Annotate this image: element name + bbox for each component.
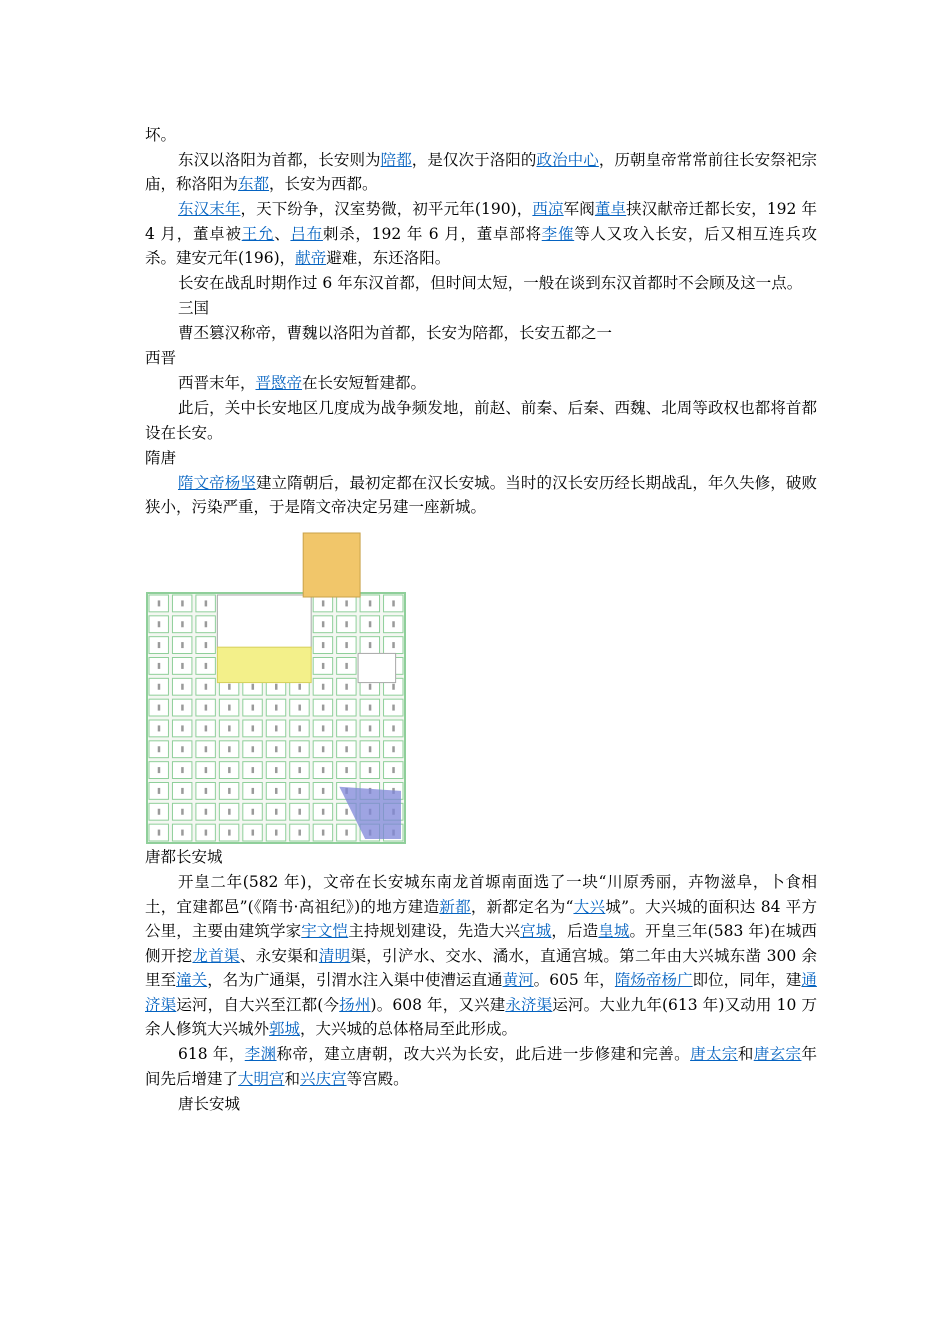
ward-label-mark <box>345 704 348 710</box>
ward-label-mark <box>345 746 348 752</box>
ward-label-mark <box>181 787 184 793</box>
ward-label-mark <box>228 683 231 689</box>
imperial-city <box>217 647 311 682</box>
ward-label-mark <box>252 767 255 773</box>
ward-label-mark <box>345 808 348 814</box>
wiki-link[interactable]: 献帝 <box>295 249 327 267</box>
wiki-link[interactable]: 新都 <box>439 897 471 916</box>
ward-label-mark <box>181 683 184 689</box>
text-run: ，新都定名为“ <box>470 897 574 916</box>
text-run: 等人又攻入长安，后又相互连兵攻杀。建安元年(196)， <box>145 224 817 267</box>
ward-label-mark <box>322 704 325 710</box>
ward-label-mark <box>322 767 325 773</box>
ward-label-mark <box>158 808 161 814</box>
text-run: 西晋 <box>145 349 177 367</box>
ward-label-mark <box>205 662 208 668</box>
ward-label-mark <box>158 621 161 627</box>
text-run: 、永安渠和 <box>239 946 319 965</box>
wiki-link[interactable]: 东汉末年 <box>178 200 241 218</box>
ward-label-mark <box>252 829 255 835</box>
ward-label-mark <box>228 829 231 835</box>
ward-label-mark <box>181 725 184 731</box>
text-run: 年间先后增建了 <box>145 1045 817 1088</box>
ward-label-mark <box>322 683 325 689</box>
ward-label-mark <box>345 767 348 773</box>
text-run: 618 年， <box>178 1045 245 1063</box>
wiki-link[interactable]: 通济渠 <box>145 971 817 1014</box>
ward-label-mark <box>181 746 184 752</box>
wiki-link[interactable]: 吕布 <box>290 224 323 243</box>
ward-label-mark <box>392 621 395 627</box>
ward-label-mark <box>322 787 325 793</box>
paragraph-p8 <box>145 396 817 445</box>
text-run: 和 <box>737 1045 754 1063</box>
ward-label-mark <box>275 683 278 689</box>
ward-label-mark <box>275 704 278 710</box>
text-run: 渠，引浐水、交水、潏水，直通宫城。第二年由大兴城东凿 300 余里至 <box>145 946 817 989</box>
text-run: 建立隋朝后，最初定都在汉长安城。当时的汉长安历经长期战乱，年久失修，破败狭小，污染严重，于是隋文帝决定另建一座新城。 <box>145 473 817 516</box>
ward-label-mark <box>275 808 278 814</box>
ward-label-mark <box>158 787 161 793</box>
ward-label-mark <box>322 808 325 814</box>
text-run: 、 <box>274 224 291 243</box>
ward-label-mark <box>369 642 372 648</box>
ward-label-mark <box>252 683 255 689</box>
wiki-link[interactable]: 兴庆宫 <box>300 1069 347 1088</box>
paragraph-p9 <box>145 446 817 471</box>
paragraph-p3 <box>145 271 817 296</box>
text-run: 运河。大业九年(613 年)又动用 10 万余人修筑大兴城外 <box>145 995 817 1038</box>
ward-label-mark <box>228 808 231 814</box>
ward-label-mark <box>345 642 348 648</box>
wiki-link[interactable]: 东都 <box>238 175 270 193</box>
ward-label-mark <box>181 642 184 648</box>
city-plan-map-graphic <box>145 528 410 845</box>
ward-label-mark <box>252 704 255 710</box>
ward-label-mark <box>392 642 395 648</box>
ward-label-mark <box>369 600 372 606</box>
daming-palace <box>303 533 360 597</box>
paragraph-p12 <box>145 870 817 1042</box>
text-run: ，是仅次于洛阳的 <box>411 150 537 169</box>
ward-label-mark <box>205 787 208 793</box>
paragraph-p10 <box>145 471 817 520</box>
wiki-link[interactable]: 龙首渠 <box>192 946 240 965</box>
ward-label-mark <box>275 767 278 773</box>
ward-label-mark <box>298 725 301 731</box>
wiki-link[interactable]: 宫城 <box>520 922 552 940</box>
ward-label-mark <box>298 767 301 773</box>
wiki-link[interactable]: 政治中心 <box>536 150 599 169</box>
ward-label-mark <box>298 704 301 710</box>
wiki-link[interactable]: 大兴 <box>573 897 606 916</box>
ward-label-mark <box>369 767 372 773</box>
ward-label-mark <box>181 600 184 606</box>
ward-label-mark <box>158 767 161 773</box>
ward-label-mark <box>369 683 372 689</box>
ward-label-mark <box>228 746 231 752</box>
ward-label-mark <box>345 600 348 606</box>
ward-label-mark <box>322 600 325 606</box>
paragraph-p7 <box>145 371 817 396</box>
wiki-link[interactable]: 郭城 <box>269 1020 301 1038</box>
text-run: 东汉以洛阳为首都，长安则为 <box>178 150 381 169</box>
wiki-link[interactable]: 王允 <box>241 224 275 243</box>
ward-label-mark <box>392 683 395 689</box>
ward-label-mark <box>322 829 325 835</box>
wiki-link[interactable]: 陪都 <box>380 150 412 169</box>
ward-label-mark <box>158 746 161 752</box>
ward-label-mark <box>252 787 255 793</box>
text-run: 。605 年， <box>533 971 615 989</box>
text-run: 曹丕篡汉称帝，曹魏以洛阳为首都，长安为陪都，长安五都之一 <box>178 324 613 342</box>
wiki-link[interactable]: 潼关 <box>176 971 208 989</box>
wiki-link[interactable]: 李傕 <box>541 224 575 243</box>
paragraph-p0 <box>145 123 817 148</box>
text-run: 即位，同年，建 <box>692 971 802 989</box>
text-run: 刺杀，192 年 6 月，董卓部将 <box>322 224 542 243</box>
document-text-bottom <box>145 845 817 1116</box>
text-run: 在长安短暂建都。 <box>302 374 427 392</box>
ward-label-mark <box>392 725 395 731</box>
text-run: 三国 <box>178 299 210 317</box>
ward-label-mark <box>322 725 325 731</box>
wiki-link[interactable]: 晋愍帝 <box>255 374 303 392</box>
text-run: 坏。 <box>145 125 177 144</box>
ward-label-mark <box>392 767 395 773</box>
wiki-link[interactable]: 宇文恺 <box>301 922 349 940</box>
ward-label-mark <box>392 746 395 752</box>
ward-label-mark <box>322 662 325 668</box>
text-run: 军阀 <box>563 200 595 218</box>
ward-label-mark <box>181 704 184 710</box>
ward-label-mark <box>275 725 278 731</box>
ward-label-mark <box>298 829 301 835</box>
ward-label-mark <box>252 808 255 814</box>
ward-label-mark <box>158 704 161 710</box>
ward-label-mark <box>158 725 161 731</box>
ward-label-mark <box>345 662 348 668</box>
ward-label-mark <box>205 600 208 606</box>
text-run: 长安在战乱时期作过 6 年东汉首都，但时间太短，一般在谈到东汉首都时不会顾及这一点。 <box>178 274 803 292</box>
ward-label-mark <box>322 621 325 627</box>
ward-label-mark <box>298 787 301 793</box>
text-run: 等宫殿。 <box>346 1069 409 1088</box>
ward-label-mark <box>205 621 208 627</box>
wiki-link[interactable]: 扬州 <box>339 995 371 1014</box>
ward-label-mark <box>275 829 278 835</box>
ward-label-mark <box>158 662 161 668</box>
text-run: 避难，东还洛阳。 <box>326 249 451 267</box>
paragraph-p6 <box>145 346 817 371</box>
ward-label-mark <box>158 683 161 689</box>
ward-label-mark <box>181 662 184 668</box>
wiki-link[interactable]: 董卓 <box>594 200 627 218</box>
ward-label-mark <box>205 725 208 731</box>
ward-label-mark <box>322 746 325 752</box>
ward-label-mark <box>228 704 231 710</box>
ward-label-mark <box>181 829 184 835</box>
paragraph-p2 <box>145 197 817 271</box>
paragraph-p11 <box>145 845 817 870</box>
paragraph-p1 <box>145 148 817 197</box>
ward-label-mark <box>345 683 348 689</box>
tang-changan-city-plan-map-icon <box>145 528 410 845</box>
wiki-link[interactable]: 西凉 <box>532 200 564 218</box>
text-run: 西晋末年， <box>178 374 256 392</box>
ward-label-mark <box>392 600 395 606</box>
text-run: 运河，自大兴至江都(今 <box>176 995 340 1014</box>
ward-label-mark <box>345 621 348 627</box>
text-run: 和 <box>284 1069 301 1088</box>
ward-label-mark <box>228 725 231 731</box>
ward-label-mark <box>369 621 372 627</box>
paragraph-p14 <box>145 1092 817 1117</box>
ward-label-mark <box>322 642 325 648</box>
ward-label-mark <box>275 787 278 793</box>
ward-label-mark <box>205 683 208 689</box>
ward-label-mark <box>252 725 255 731</box>
ward-label-mark <box>158 600 161 606</box>
wiki-link[interactable]: 皇城 <box>598 922 630 940</box>
paragraph-p5 <box>145 321 817 346</box>
wiki-link[interactable]: 黄河 <box>502 971 534 989</box>
wiki-link[interactable]: 永济渠 <box>505 995 553 1014</box>
text-run: 城”。大兴城的面积达 84 平方公里，主要由建筑学家 <box>145 897 817 940</box>
text-run: 开皇二年(582 年)，文帝在长安城东南龙首塬南面选了一块“川原秀丽，卉物滋阜，卜食相土，宜建都邑”(《隋书·高祖纪》)的地方建造 <box>145 873 817 916</box>
ward-label-mark <box>298 683 301 689</box>
ward-label-mark <box>298 808 301 814</box>
wiki-link[interactable]: 隋文帝杨坚 <box>178 473 256 492</box>
text-run: 唐都长安城 <box>145 848 223 866</box>
ward-label-mark <box>369 704 372 710</box>
text-run: 挟汉献帝迁都长安，192 年 4 月，董卓被 <box>145 200 817 243</box>
wiki-link[interactable]: 唐太宗 <box>690 1045 738 1063</box>
ward-label-mark <box>181 767 184 773</box>
text-run: 此后，关中长安地区几度成为战争频发地，前赵、前秦、后秦、西魏、北周等政权也都将首都设在长安。 <box>145 399 817 442</box>
ward-label-mark <box>369 746 372 752</box>
ward-label-mark <box>228 767 231 773</box>
ward-label-mark <box>392 704 395 710</box>
xingqing-palace <box>358 653 396 682</box>
document-page <box>145 122 817 1116</box>
text-run: )。608 年，又兴建 <box>370 995 506 1014</box>
paragraph-p13 <box>145 1042 817 1091</box>
ward-label-mark <box>158 829 161 835</box>
ward-label-mark <box>345 725 348 731</box>
ward-label-mark <box>205 829 208 835</box>
wiki-link[interactable]: 大明宫 <box>238 1069 285 1088</box>
ward-label-mark <box>345 829 348 835</box>
ward-label-mark <box>205 808 208 814</box>
text-run: ，后造 <box>551 922 599 940</box>
ward-label-mark <box>205 746 208 752</box>
wiki-link[interactable]: 李渊 <box>244 1045 277 1063</box>
text-run: ，名为广通渠，引渭水注入渠中使漕运直通 <box>207 971 503 989</box>
text-run: 隋唐 <box>145 448 177 467</box>
ward-label-mark <box>181 808 184 814</box>
text-run: 主持规划建设，先造大兴 <box>348 922 521 940</box>
ward-label-mark <box>228 787 231 793</box>
ward-label-mark <box>181 621 184 627</box>
ward-label-mark <box>205 704 208 710</box>
wiki-link[interactable]: 清明 <box>318 946 351 965</box>
text-run: 称帝，建立唐朝，改大兴为长安，此后进一步修建和完善。 <box>276 1045 691 1063</box>
text-run: 。开皇三年(583 年)在城西侧开挖 <box>145 922 817 965</box>
wiki-link[interactable]: 隋炀帝杨广 <box>614 971 693 989</box>
text-run: ，历朝皇帝常常前往长安祭祀宗庙，称洛阳为 <box>145 150 817 193</box>
ward-label-mark <box>205 642 208 648</box>
ward-label-mark <box>275 746 278 752</box>
text-run: 唐长安城 <box>178 1094 241 1113</box>
ward-label-mark <box>158 642 161 648</box>
ward-label-mark <box>298 746 301 752</box>
text-run: ，大兴城的总体格局至此形成。 <box>300 1020 518 1038</box>
ward-label-mark <box>205 767 208 773</box>
document-text-top <box>145 123 817 520</box>
ward-label-mark <box>252 746 255 752</box>
text-run: ，长安为西都。 <box>269 175 378 193</box>
paragraph-p4 <box>145 296 817 321</box>
palace-city <box>217 595 311 649</box>
wiki-link[interactable]: 唐玄宗 <box>753 1045 802 1063</box>
text-run: ，天下纷争，汉室势微，初平元年(190)， <box>240 200 533 218</box>
ward-label-mark <box>369 725 372 731</box>
